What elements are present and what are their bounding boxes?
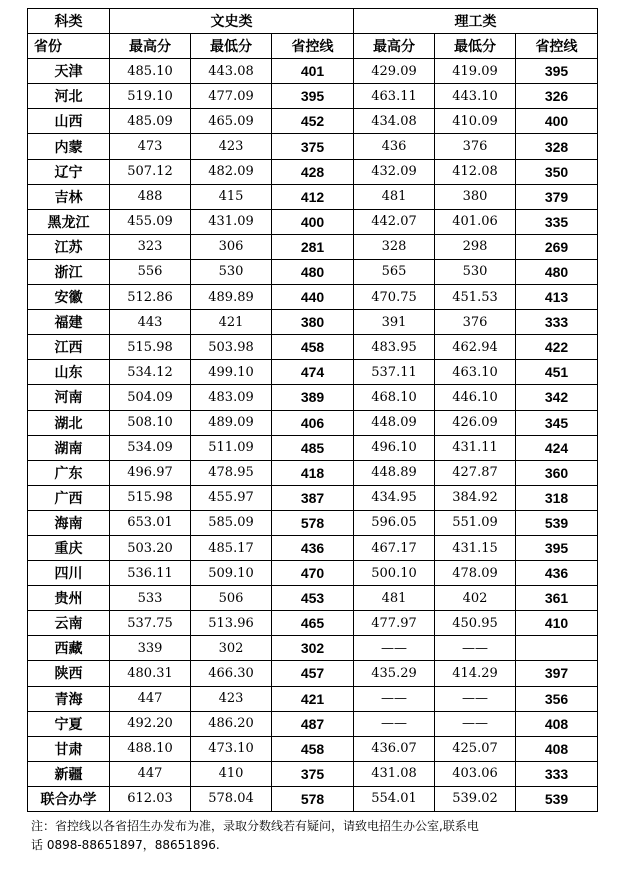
- arts-max-cell: 480.31: [110, 661, 191, 686]
- arts-max-cell: 473: [110, 134, 191, 159]
- science-max-cell: 463.11: [354, 84, 435, 109]
- science-min-cell: 425.07: [435, 736, 516, 761]
- arts-control-cell: 375: [272, 134, 354, 159]
- header-row-groups: [28, 9, 598, 34]
- arts-min-cell: 585.09: [191, 510, 272, 535]
- arts-min-cell: 483.09: [191, 385, 272, 410]
- arts-min-cell: 302: [191, 636, 272, 661]
- arts-max-cell: 508.10: [110, 410, 191, 435]
- science-max-cell: 448.09: [354, 410, 435, 435]
- science-min-cell: 450.95: [435, 611, 516, 636]
- arts-control-cell: 440: [272, 285, 354, 310]
- arts-min-cell: 423: [191, 686, 272, 711]
- arts-max-cell: 507.12: [110, 159, 191, 184]
- arts-max-cell: 537.75: [110, 611, 191, 636]
- science-control-cell: 408: [516, 736, 598, 761]
- arts-min-cell: 485.17: [191, 535, 272, 560]
- arts-min-header: 最低分: [191, 34, 272, 59]
- table-row: [28, 410, 598, 435]
- science-control-cell: 424: [516, 435, 598, 460]
- arts-min-cell: 410: [191, 761, 272, 786]
- science-control-header: 省控线: [516, 34, 598, 59]
- footnote: [27, 817, 601, 855]
- science-control-cell: 379: [516, 184, 598, 209]
- science-max-cell: 432.09: [354, 159, 435, 184]
- table-row: [28, 385, 598, 410]
- admission-score-table: [27, 8, 598, 812]
- arts-max-cell: 533: [110, 586, 191, 611]
- science-max-cell: 481: [354, 586, 435, 611]
- table-row: [28, 786, 598, 811]
- science-min-cell: 426.09: [435, 410, 516, 435]
- science-control-cell: 318: [516, 485, 598, 510]
- arts-max-header: 最高分: [110, 34, 191, 59]
- science-min-cell: 376: [435, 134, 516, 159]
- arts-max-cell: 519.10: [110, 84, 191, 109]
- province-cell: 海南: [28, 510, 110, 535]
- arts-control-cell: 418: [272, 460, 354, 485]
- province-cell: 广东: [28, 460, 110, 485]
- province-cell: 四川: [28, 561, 110, 586]
- arts-max-cell: 653.01: [110, 510, 191, 535]
- arts-control-header: 省控线: [272, 34, 354, 59]
- province-cell: 广西: [28, 485, 110, 510]
- arts-max-cell: 492.20: [110, 711, 191, 736]
- arts-control-cell: 480: [272, 259, 354, 284]
- arts-max-cell: 512.86: [110, 285, 191, 310]
- science-min-cell: 431.15: [435, 535, 516, 560]
- science-control-cell: 328: [516, 134, 598, 159]
- arts-max-cell: 556: [110, 259, 191, 284]
- table-row: [28, 485, 598, 510]
- science-max-cell: 470.75: [354, 285, 435, 310]
- arts-max-cell: 323: [110, 234, 191, 259]
- science-min-cell: 551.09: [435, 510, 516, 535]
- category-header: 科类: [28, 9, 110, 34]
- arts-control-cell: 453: [272, 586, 354, 611]
- arts-max-cell: 488: [110, 184, 191, 209]
- province-cell: 青海: [28, 686, 110, 711]
- arts-min-cell: 486.20: [191, 711, 272, 736]
- table-row: [28, 711, 598, 736]
- science-min-cell: ——: [435, 711, 516, 736]
- science-max-cell: 328: [354, 234, 435, 259]
- science-control-cell: 422: [516, 335, 598, 360]
- science-min-cell: 384.92: [435, 485, 516, 510]
- science-max-cell: 468.10: [354, 385, 435, 410]
- science-max-cell: 442.07: [354, 209, 435, 234]
- table-row: [28, 234, 598, 259]
- footnote-line-1: 注：省控线以各省招生办发布为准，录取分数线若有疑问，请致电招生办公室,联系电: [31, 819, 479, 833]
- arts-min-cell: 423: [191, 134, 272, 159]
- science-control-cell: 360: [516, 460, 598, 485]
- science-control-cell: 269: [516, 234, 598, 259]
- table-row: [28, 59, 598, 84]
- science-control-cell: 335: [516, 209, 598, 234]
- arts-min-cell: 499.10: [191, 360, 272, 385]
- science-group-header: 理工类: [354, 9, 598, 34]
- table-row: [28, 360, 598, 385]
- science-control-cell: [516, 636, 598, 661]
- science-min-cell: ——: [435, 636, 516, 661]
- score-document: [27, 8, 597, 855]
- province-cell: 新疆: [28, 761, 110, 786]
- arts-min-cell: 578.04: [191, 786, 272, 811]
- arts-control-cell: 487: [272, 711, 354, 736]
- arts-group-header: 文史类: [110, 9, 354, 34]
- arts-max-cell: 503.20: [110, 535, 191, 560]
- science-min-cell: 530: [435, 259, 516, 284]
- province-cell: 山东: [28, 360, 110, 385]
- table-row: [28, 159, 598, 184]
- science-max-cell: 431.08: [354, 761, 435, 786]
- arts-control-cell: 578: [272, 510, 354, 535]
- science-max-cell: 448.89: [354, 460, 435, 485]
- science-max-cell: ——: [354, 711, 435, 736]
- science-max-cell: 565: [354, 259, 435, 284]
- science-max-cell: 477.97: [354, 611, 435, 636]
- province-cell: 湖南: [28, 435, 110, 460]
- science-max-cell: 481: [354, 184, 435, 209]
- science-min-cell: 451.53: [435, 285, 516, 310]
- science-control-cell: 480: [516, 259, 598, 284]
- province-cell: 吉林: [28, 184, 110, 209]
- arts-control-cell: 401: [272, 59, 354, 84]
- science-min-cell: 402: [435, 586, 516, 611]
- science-control-cell: 326: [516, 84, 598, 109]
- arts-min-cell: 443.08: [191, 59, 272, 84]
- province-cell: 湖北: [28, 410, 110, 435]
- science-min-cell: ——: [435, 686, 516, 711]
- table-row: [28, 686, 598, 711]
- science-max-cell: 435.29: [354, 661, 435, 686]
- science-min-cell: 414.29: [435, 661, 516, 686]
- science-control-cell: 333: [516, 761, 598, 786]
- arts-control-cell: 457: [272, 661, 354, 686]
- arts-max-cell: 534.12: [110, 360, 191, 385]
- science-control-cell: 395: [516, 59, 598, 84]
- science-max-cell: 434.95: [354, 485, 435, 510]
- table-row: [28, 435, 598, 460]
- arts-max-cell: 485.09: [110, 109, 191, 134]
- arts-min-cell: 513.96: [191, 611, 272, 636]
- province-cell: 安徽: [28, 285, 110, 310]
- science-max-cell: 483.95: [354, 335, 435, 360]
- arts-min-cell: 415: [191, 184, 272, 209]
- arts-max-cell: 485.10: [110, 59, 191, 84]
- province-cell: 河南: [28, 385, 110, 410]
- table-row: [28, 736, 598, 761]
- arts-min-cell: 431.09: [191, 209, 272, 234]
- footnote-line-2: 话 0898-88651897，88651896.: [31, 838, 220, 852]
- arts-min-cell: 466.30: [191, 661, 272, 686]
- table-row: [28, 84, 598, 109]
- table-row: [28, 561, 598, 586]
- arts-control-cell: 412: [272, 184, 354, 209]
- arts-control-cell: 458: [272, 335, 354, 360]
- arts-control-cell: 452: [272, 109, 354, 134]
- province-cell: 宁夏: [28, 711, 110, 736]
- table-row: [28, 310, 598, 335]
- table-row: [28, 259, 598, 284]
- table-row: [28, 636, 598, 661]
- science-control-cell: 333: [516, 310, 598, 335]
- science-max-cell: ——: [354, 686, 435, 711]
- table-row: [28, 209, 598, 234]
- science-control-cell: 436: [516, 561, 598, 586]
- arts-max-cell: 447: [110, 686, 191, 711]
- arts-control-cell: 578: [272, 786, 354, 811]
- science-min-header: 最低分: [435, 34, 516, 59]
- arts-control-cell: 389: [272, 385, 354, 410]
- science-max-cell: 596.05: [354, 510, 435, 535]
- table-row: [28, 510, 598, 535]
- arts-min-cell: 489.09: [191, 410, 272, 435]
- table-row: [28, 611, 598, 636]
- arts-min-cell: 530: [191, 259, 272, 284]
- science-min-cell: 443.10: [435, 84, 516, 109]
- arts-max-cell: 534.09: [110, 435, 191, 460]
- science-max-header: 最高分: [354, 34, 435, 59]
- arts-control-cell: 281: [272, 234, 354, 259]
- table-row: [28, 109, 598, 134]
- arts-control-cell: 421: [272, 686, 354, 711]
- science-control-cell: 397: [516, 661, 598, 686]
- arts-min-cell: 509.10: [191, 561, 272, 586]
- science-min-cell: 376: [435, 310, 516, 335]
- table-row: [28, 335, 598, 360]
- science-control-cell: 342: [516, 385, 598, 410]
- arts-control-cell: 302: [272, 636, 354, 661]
- arts-control-cell: 436: [272, 535, 354, 560]
- arts-max-cell: 339: [110, 636, 191, 661]
- table-row: [28, 285, 598, 310]
- arts-min-cell: 482.09: [191, 159, 272, 184]
- arts-max-cell: 515.98: [110, 485, 191, 510]
- arts-max-cell: 447: [110, 761, 191, 786]
- science-max-cell: 434.08: [354, 109, 435, 134]
- arts-control-cell: 485: [272, 435, 354, 460]
- science-max-cell: 467.17: [354, 535, 435, 560]
- table-row: [28, 535, 598, 560]
- science-control-cell: 539: [516, 510, 598, 535]
- arts-control-cell: 428: [272, 159, 354, 184]
- science-control-cell: 400: [516, 109, 598, 134]
- arts-max-cell: 455.09: [110, 209, 191, 234]
- arts-control-cell: 375: [272, 761, 354, 786]
- science-min-cell: 539.02: [435, 786, 516, 811]
- arts-control-cell: 395: [272, 84, 354, 109]
- arts-min-cell: 477.09: [191, 84, 272, 109]
- science-max-cell: 436: [354, 134, 435, 159]
- table-row: [28, 761, 598, 786]
- science-max-cell: 496.10: [354, 435, 435, 460]
- science-min-cell: 410.09: [435, 109, 516, 134]
- science-min-cell: 446.10: [435, 385, 516, 410]
- arts-max-cell: 515.98: [110, 335, 191, 360]
- province-cell: 陕西: [28, 661, 110, 686]
- arts-min-cell: 503.98: [191, 335, 272, 360]
- science-max-cell: 537.11: [354, 360, 435, 385]
- arts-min-cell: 465.09: [191, 109, 272, 134]
- science-min-cell: 462.94: [435, 335, 516, 360]
- province-cell: 福建: [28, 310, 110, 335]
- arts-min-cell: 506: [191, 586, 272, 611]
- arts-max-cell: 504.09: [110, 385, 191, 410]
- arts-min-cell: 478.95: [191, 460, 272, 485]
- arts-max-cell: 612.03: [110, 786, 191, 811]
- science-max-cell: 500.10: [354, 561, 435, 586]
- arts-min-cell: 306: [191, 234, 272, 259]
- table-row: [28, 586, 598, 611]
- science-min-cell: 478.09: [435, 561, 516, 586]
- science-control-cell: 361: [516, 586, 598, 611]
- science-control-cell: 451: [516, 360, 598, 385]
- table-row: [28, 460, 598, 485]
- table-row: [28, 134, 598, 159]
- table-row: [28, 184, 598, 209]
- science-min-cell: 419.09: [435, 59, 516, 84]
- arts-control-cell: 387: [272, 485, 354, 510]
- science-control-cell: 410: [516, 611, 598, 636]
- header-row-columns: [28, 34, 598, 59]
- province-cell: 河北: [28, 84, 110, 109]
- province-cell: 天津: [28, 59, 110, 84]
- science-max-cell: 391: [354, 310, 435, 335]
- arts-min-cell: 473.10: [191, 736, 272, 761]
- science-min-cell: 463.10: [435, 360, 516, 385]
- science-max-cell: 554.01: [354, 786, 435, 811]
- table-row: [28, 661, 598, 686]
- province-cell: 江苏: [28, 234, 110, 259]
- science-control-cell: 345: [516, 410, 598, 435]
- arts-min-cell: 421: [191, 310, 272, 335]
- province-cell: 内蒙: [28, 134, 110, 159]
- arts-control-cell: 474: [272, 360, 354, 385]
- science-control-cell: 356: [516, 686, 598, 711]
- province-cell: 联合办学: [28, 786, 110, 811]
- science-min-cell: 401.06: [435, 209, 516, 234]
- province-cell: 黑龙江: [28, 209, 110, 234]
- science-min-cell: 431.11: [435, 435, 516, 460]
- science-min-cell: 412.08: [435, 159, 516, 184]
- science-control-cell: 350: [516, 159, 598, 184]
- arts-control-cell: 458: [272, 736, 354, 761]
- arts-min-cell: 489.89: [191, 285, 272, 310]
- province-cell: 西藏: [28, 636, 110, 661]
- science-max-cell: 436.07: [354, 736, 435, 761]
- arts-control-cell: 465: [272, 611, 354, 636]
- science-min-cell: 403.06: [435, 761, 516, 786]
- province-cell: 云南: [28, 611, 110, 636]
- arts-control-cell: 380: [272, 310, 354, 335]
- arts-control-cell: 406: [272, 410, 354, 435]
- arts-min-cell: 511.09: [191, 435, 272, 460]
- science-max-cell: 429.09: [354, 59, 435, 84]
- province-cell: 辽宁: [28, 159, 110, 184]
- arts-max-cell: 443: [110, 310, 191, 335]
- science-min-cell: 427.87: [435, 460, 516, 485]
- science-control-cell: 408: [516, 711, 598, 736]
- province-header: 省份: [28, 34, 110, 59]
- province-cell: 甘肃: [28, 736, 110, 761]
- province-cell: 山西: [28, 109, 110, 134]
- science-control-cell: 395: [516, 535, 598, 560]
- science-max-cell: ——: [354, 636, 435, 661]
- science-min-cell: 380: [435, 184, 516, 209]
- province-cell: 贵州: [28, 586, 110, 611]
- province-cell: 浙江: [28, 259, 110, 284]
- arts-control-cell: 400: [272, 209, 354, 234]
- province-cell: 江西: [28, 335, 110, 360]
- province-cell: 重庆: [28, 535, 110, 560]
- arts-control-cell: 470: [272, 561, 354, 586]
- science-min-cell: 298: [435, 234, 516, 259]
- science-control-cell: 413: [516, 285, 598, 310]
- arts-max-cell: 496.97: [110, 460, 191, 485]
- science-control-cell: 539: [516, 786, 598, 811]
- arts-min-cell: 455.97: [191, 485, 272, 510]
- arts-max-cell: 488.10: [110, 736, 191, 761]
- arts-max-cell: 536.11: [110, 561, 191, 586]
